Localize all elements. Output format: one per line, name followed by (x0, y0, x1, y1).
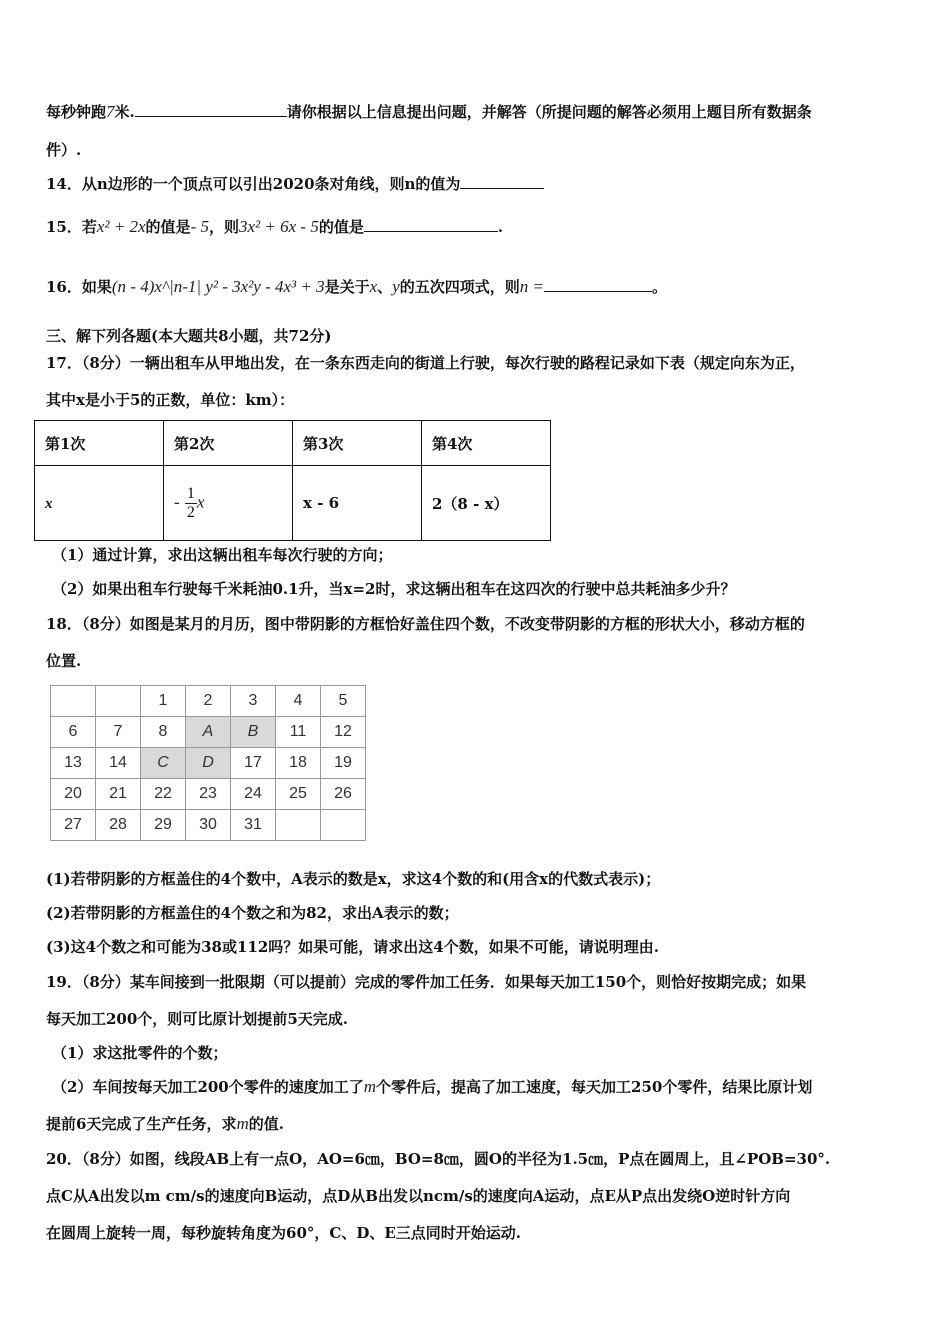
calendar-cell: 6 (51, 717, 96, 748)
calendar-cell: 7 (96, 717, 141, 748)
q16-expr: (n - 4)x^|n-1| y² - 3x²y - 4x³ + 3 (111, 277, 325, 296)
calendar-cell: 31 (231, 810, 276, 841)
q17-header: 第2次 (164, 421, 293, 466)
calendar-cell: 28 (96, 810, 141, 841)
calendar-cell (276, 810, 321, 841)
q17-sub2: （2）如果出租车行驶每千米耗油0.1升，当x=2时，求这辆出租车在这四次的行驶中总共耗油多少升？ (52, 580, 736, 598)
calendar-cell: 25 (276, 779, 321, 810)
answer-blank[interactable] (544, 290, 652, 292)
q13-num: 7 (106, 102, 115, 121)
calendar-cell: 11 (276, 717, 321, 748)
q19-sub1: （1）求这批零件的个数； (52, 1044, 228, 1062)
q16-label: 16．如果 (46, 278, 112, 296)
calendar-cell: 14 (96, 748, 141, 779)
q19-sub2-b: 个零件后，提高了加工速度，每天加工250个零件，结果比原计划 (376, 1078, 813, 1096)
calendar-cell: 29 (141, 810, 186, 841)
calendar-cell: 19 (321, 748, 366, 779)
answer-blank[interactable] (364, 230, 498, 232)
calendar-cell: 24 (231, 779, 276, 810)
calendar-cell: 23 (186, 779, 231, 810)
q14 (46, 173, 544, 194)
q19-var-m: m (236, 1114, 249, 1133)
q17-cell1: x (45, 495, 53, 512)
q19-sub2-d: 的值. (248, 1115, 284, 1133)
q17-line1: 17．（8分）一辆出租车从甲地出发，在一条东西走向的街道上行驶，每次行驶的路程记录如下表（规定向东为正， (46, 354, 805, 372)
q16-mid2: 的五次四项式，则 (399, 278, 520, 296)
q13-line1 (46, 101, 812, 122)
calendar-cell: 21 (96, 779, 141, 810)
q17-header: 第4次 (422, 421, 551, 466)
q19-sub2-a: （2）车间按每天加工200个零件的速度加工了 (52, 1078, 364, 1096)
q14-text: 14．从n边形的一个顶点可以引出2020条对角线，则n的值为 (46, 175, 461, 193)
q19-line1: 19．（8分）某车间接到一批限期（可以提前）完成的零件加工任务．如果每天加工150个，则恰好按期完成；如果 (46, 973, 807, 991)
q13-text-b: 米. (114, 103, 135, 121)
calendar-cell-shaded: C (141, 748, 186, 779)
q17-cell (35, 466, 164, 541)
q15-val: - 5 (190, 217, 209, 236)
q17-frac-den: 2 (186, 503, 195, 521)
q15-end: . (497, 218, 504, 236)
q17-cell (164, 466, 293, 541)
answer-blank[interactable] (135, 115, 287, 117)
calendar-cell: 4 (276, 686, 321, 717)
calendar-cell: 18 (276, 748, 321, 779)
q15-mid1: 的值是 (145, 218, 191, 236)
q17-table (34, 420, 551, 541)
q17-frac-num: 1 (186, 484, 195, 502)
q13-text-c: 请你根据以上信息提出问题，并解答（所提问题的解答必须用上题目所有数据条 (286, 103, 812, 121)
calendar-cell: 8 (141, 717, 186, 748)
calendar-cell: 30 (186, 810, 231, 841)
q16 (46, 276, 667, 297)
q20-line3: 在圆周上旋转一周，每秒旋转角度为60°，C、D、E三点同时开始运动. (46, 1224, 521, 1242)
q17-cell: 2（8 - x） (422, 466, 551, 541)
calendar-cell: 13 (51, 748, 96, 779)
calendar-cell: 22 (141, 779, 186, 810)
section-title: 三、解下列各题(本大题共8小题，共72分) (46, 327, 332, 345)
calendar-cell (96, 686, 141, 717)
q17-cell2-var: x (196, 492, 205, 511)
q20-line2: 点C从A出发以m cm/s的速度向B运动，点D从B出发以ncm/s的速度向A运动，点E从P点出发绕O逆时针方向 (46, 1187, 791, 1205)
calendar-cell: 20 (51, 779, 96, 810)
calendar-cell: 5 (321, 686, 366, 717)
q19-sub2 (52, 1076, 812, 1097)
q18-line2: 位置. (46, 652, 82, 670)
calendar-cell-shaded: A (186, 717, 231, 748)
q16-end: 。 (651, 278, 667, 296)
calendar-cell-shaded: B (231, 717, 276, 748)
q17-sub1: （1）通过计算，求出这辆出租车每次行驶的方向； (52, 546, 393, 564)
q19-line2: 每天加工200个，则可比原计划提前5天完成. (46, 1010, 348, 1028)
calendar-grid (50, 685, 366, 841)
calendar-cell: 12 (321, 717, 366, 748)
q19-sub2-c: 提前6天完成了生产任务，求 (46, 1115, 237, 1133)
q17-line2: 其中x是小于5的正数，单位：km）： (46, 391, 295, 409)
calendar-cell: 27 (51, 810, 96, 841)
calendar-cell: 2 (186, 686, 231, 717)
calendar-cell: 3 (231, 686, 276, 717)
calendar-cell: 1 (141, 686, 186, 717)
q15 (46, 216, 503, 237)
q18-sub3: (3)这4个数之和可能为38或112吗？如果可能，请求出这4个数，如果不可能，请说明理由. (46, 938, 659, 956)
q15-expr2: 3x² + 6x - 5 (239, 217, 319, 236)
q17-header: 第3次 (293, 421, 422, 466)
answer-blank[interactable] (460, 187, 544, 189)
calendar-cell (51, 686, 96, 717)
calendar-cell: 17 (231, 748, 276, 779)
q15-label: 15．若 (46, 218, 97, 236)
calendar-cell: 26 (321, 779, 366, 810)
calendar-cell (321, 810, 366, 841)
q13-line2: 件）. (46, 141, 82, 159)
q16-mid1: 是关于 (324, 278, 370, 296)
calendar-cell-shaded: D (186, 748, 231, 779)
q15-expr1: x² + 2x (96, 217, 146, 236)
q19-sub2-line2 (46, 1113, 284, 1134)
q17-fraction (185, 485, 197, 522)
q18-sub1: (1)若带阴影的方框盖住的4个数中，A表示的数是x，求这4个数的和(用含x的代数式表示)； (46, 870, 661, 888)
q16-var-n: n = (519, 277, 544, 296)
q16-var-y: y (392, 277, 400, 296)
q16-sep: 、 (377, 278, 393, 296)
q19-var-m: m (363, 1077, 377, 1096)
q13-text-a: 每秒钟跑 (46, 103, 107, 121)
q17-header: 第1次 (35, 421, 164, 466)
q15-mid2: ，则 (208, 218, 239, 236)
q18-line1: 18．（8分）如图是某月的月历，图中带阴影的方框恰好盖住四个数，不改变带阴影的方框的形状大小，移动方框的 (46, 615, 805, 633)
q18-sub2: (2)若带阴影的方框盖住的4个数之和为82，求出A表示的数； (46, 904, 459, 922)
q16-var-x: x (369, 277, 378, 296)
q20-line1: 20．（8分）如图，线段AB上有一点O，AO=6㎝，BO=8㎝，圆O的半径为1.5㎝，P点在圆周上，且∠POB=30°. (46, 1150, 831, 1168)
q15-tail: 的值是 (318, 218, 364, 236)
q17-cell: x - 6 (293, 466, 422, 541)
q17-cell2-sign: - (174, 492, 180, 511)
